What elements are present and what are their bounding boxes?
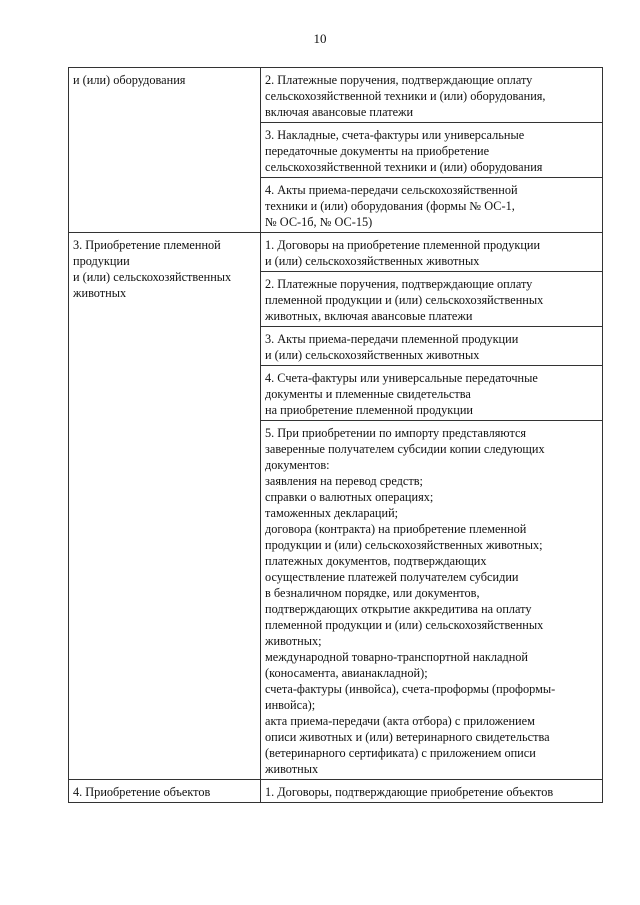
document-text-line: таможенных деклараций;: [265, 506, 399, 520]
document-text-line: документов:: [265, 458, 330, 472]
document-text-line: описи животных и (или) ветеринарного свидетельства: [265, 730, 550, 744]
document-text-line: и (или) сельскохозяйственных животных: [265, 348, 480, 362]
section-title-line: и (или) оборудования: [73, 73, 186, 87]
table-row: [69, 68, 603, 123]
document-text-line: заявления на перевод средств;: [265, 474, 423, 488]
document-text-line: акта приема-передачи (акта отбора) с приложением: [265, 714, 535, 728]
document-text-line: заверенные получателем субсидии копии следующих: [265, 442, 545, 456]
document-text-line: 3. Акты приема-передачи племенной продукции: [265, 332, 519, 346]
document-text-line: передаточные документы на приобретение: [265, 144, 490, 158]
document-text-line: техники и (или) оборудования (формы № ОС-1,: [265, 199, 515, 213]
document-cell: [261, 366, 603, 421]
document-text-line: 2. Платежные поручения, подтверждающие оплату: [265, 73, 533, 87]
section-title-line: 3. Приобретение племенной: [73, 238, 221, 252]
section-title-cell: [69, 780, 261, 803]
document-text-line: 4. Акты приема-передачи сельскохозяйственной: [265, 183, 518, 197]
section-title-cell: [69, 68, 261, 233]
table-row: [69, 780, 603, 803]
document-text-line: инвойса);: [265, 698, 316, 712]
document-cell: [261, 178, 603, 233]
document-text-line: договора (контракта) на приобретение племенной: [265, 522, 527, 536]
document-text-line: 1. Договоры на приобретение племенной продукции: [265, 238, 541, 252]
document-cell: [261, 272, 603, 327]
document-text-line: 2. Платежные поручения, подтверждающие оплату: [265, 277, 533, 291]
document-text-line: сельскохозяйственной техники и (или) оборудования,: [265, 89, 546, 103]
document-text-line: включая авансовые платежи: [265, 105, 414, 119]
document-text-line: (коносамента, авианакладной);: [265, 666, 428, 680]
document-text-line: 1. Договоры, подтверждающие приобретение объектов: [265, 785, 554, 799]
document-text-line: племенной продукции и (или) сельскохозяйственных: [265, 293, 544, 307]
document-text-line: на приобретение племенной продукции: [265, 403, 473, 417]
document-text-line: подтверждающих открытие аккредитива на оплату: [265, 602, 532, 616]
document-text-line: сельскохозяйственной техники и (или) оборудования: [265, 160, 543, 174]
document-cell: [261, 780, 603, 803]
document-text-line: 5. При приобретении по импорту представляются: [265, 426, 527, 440]
document-cell: [261, 421, 603, 780]
document-table: [68, 67, 603, 803]
document-text-line: 3. Накладные, счета-фактуры или универсальные: [265, 128, 525, 142]
document-cell: [261, 68, 603, 123]
document-text-line: справки о валютных операциях;: [265, 490, 434, 504]
page-number: 10: [313, 31, 327, 46]
document-text-line: осуществление платежей получателем субсидии: [265, 570, 519, 584]
document-text-line: племенной продукции и (или) сельскохозяйственных: [265, 618, 544, 632]
document-text-line: 4. Счета-фактуры или универсальные передаточные: [265, 371, 538, 385]
section-title-line: продукции: [73, 254, 130, 268]
table-row: [69, 233, 603, 272]
document-text-line: платежных документов, подтверждающих: [265, 554, 487, 568]
section-title-line: животных: [73, 286, 127, 300]
document-text-line: животных;: [265, 634, 322, 648]
document-cell: [261, 327, 603, 366]
section-title-line: и (или) сельскохозяйственных: [73, 270, 232, 284]
document-text-line: продукции и (или) сельскохозяйственных животных;: [265, 538, 543, 552]
document-cell: [261, 123, 603, 178]
document-text-line: животных, включая авансовые платежи: [265, 309, 473, 323]
document-text-line: и (или) сельскохозяйственных животных: [265, 254, 480, 268]
document-text-line: счета-фактуры (инвойса), счета-проформы (проформы-: [265, 682, 556, 696]
document-text-line: международной товарно-транспортной накладной: [265, 650, 529, 664]
section-title-cell: [69, 233, 261, 780]
section-title-line: 4. Приобретение объектов: [73, 785, 211, 799]
document-text-line: документы и племенные свидетельства: [265, 387, 471, 401]
document-text-line: в безналичном порядке, или документов,: [265, 586, 480, 600]
document-cell: [261, 233, 603, 272]
document-text-line: (ветеринарного сертификата) с приложением описи: [265, 746, 536, 760]
document-text-line: животных: [265, 762, 319, 776]
document-text-line: № ОС-1б, № ОС-15): [265, 215, 373, 229]
